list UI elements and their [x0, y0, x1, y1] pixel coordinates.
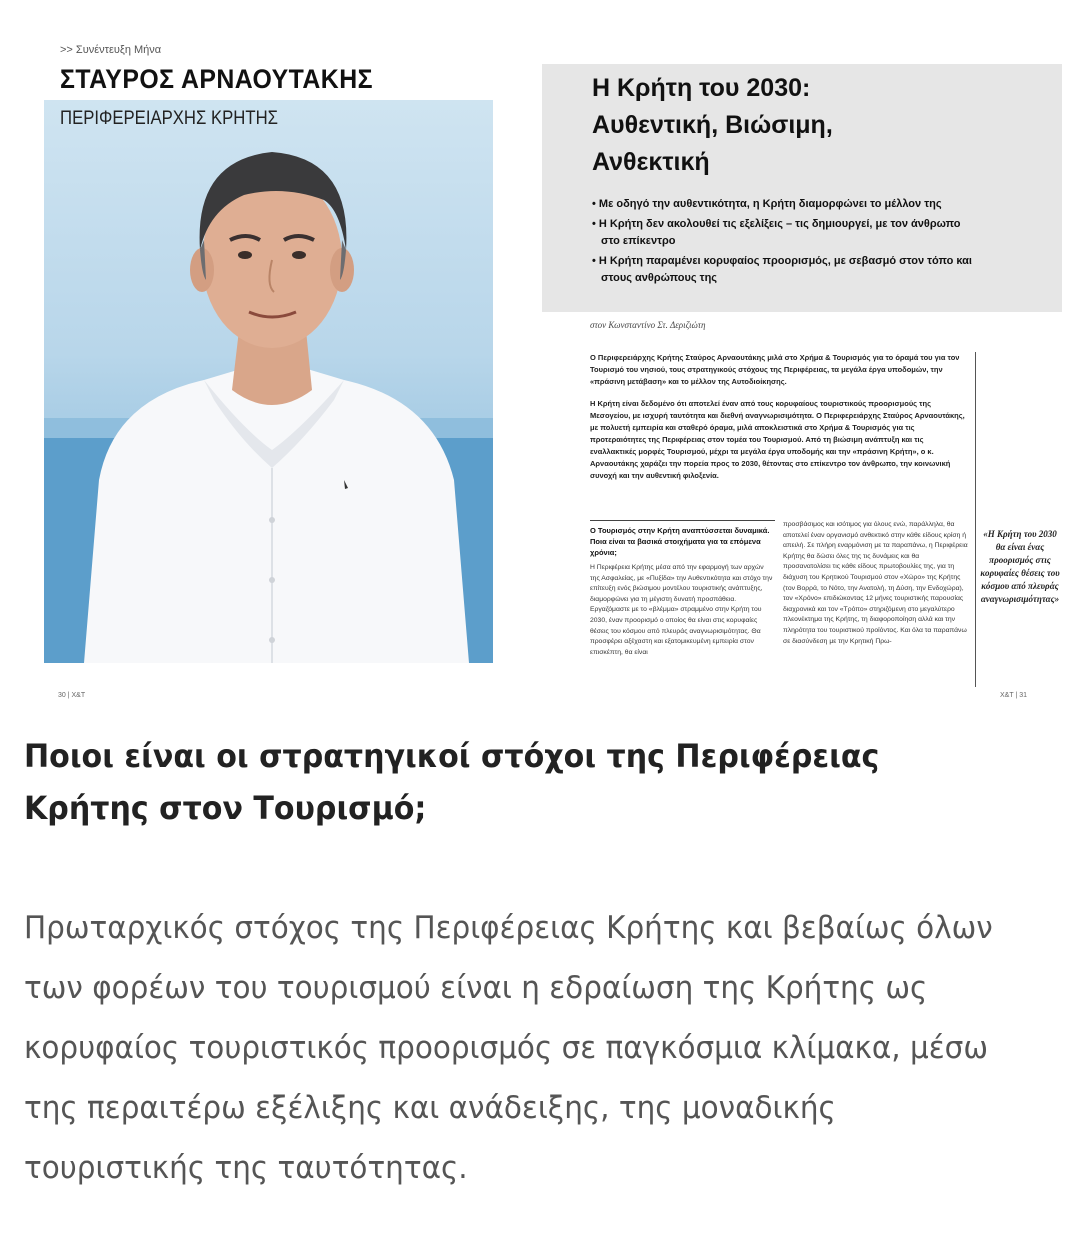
section-kicker: >> Συνέντευξη Μήνα — [60, 44, 162, 56]
bullet-item: • Η Κρήτη παραμένει κορυφαίος προορισμός, με σεβασμό στον τόπο και στους ανθρώπους της — [592, 255, 972, 284]
intro-paragraph: Ο Περιφερειάρχης Κρήτης Σταύρος Αρναουτάκης μιλά στο Χρήμα & Τουρισμός για το όραμά του για τον Τουρισμό του νησιού, τους στρατηγικούς στόχους της Περιφέρειας, τα μεγάλα έργα υποδομών, την «πράσινη μετάβαση» και το μέλλον της Αυτοδιοίκησης. — [590, 353, 960, 386]
interviewee-name: ΣΤΑΥΡΟΣ ΑΡΝΑΟΥΤΑΚΗΣ — [60, 64, 373, 94]
article-answer-text: Πρωταρχικός στόχος της Περιφέρειας Κρήτης και βεβαίως όλων των φορέων του τουρισμού είναι η εδραίωση της Κρήτης ως κορυφαίος τουριστικός προορισμός σε παγκόσμια κλίμακα, μέσω της περαιτέρω εξέλιξης και ανάδειξης, της μοναδικής τουριστικής της ταυτότητας. — [24, 910, 993, 1186]
page-number-right: Χ&Τ | 31 — [1000, 692, 1027, 699]
portrait-photo — [44, 100, 493, 663]
pull-quote: «Η Κρήτη του 2030 θα είναι ένας προορισμός στις κορυφαίες θέσεις του κόσμου από πλευράς αναγνωρισιμότητας» — [980, 529, 1060, 604]
interviewee-role: ΠΕΡΙΦΕΡΕΙΑΡΧΗΣ ΚΡΗΤΗΣ — [60, 108, 278, 129]
summary-bullets — [592, 196, 972, 290]
intro-text — [590, 352, 968, 492]
article-title: Η Κρήτη του 2030: Αυθεντική, Βιώσιμη, Ανθεκτική — [592, 74, 833, 176]
text-column-2: προσβάσιμος και ισότιμος για όλους ενώ, παράλληλα, θα αποτελεί έναν οργανισμό ανθεκτικό στην κάθε είδους κρίση ή απειλή. Σε πλήρη εναρμόνιση με τα παραπάνω, η Περιφέρεια Κρήτης θα δώσει όλες της τις δυνάμεις και θα προσανατολίσει τις κάθε είδους πρωτοβουλίες της, για τη διάχυση του Κρητικού Τουρισμού στον «Χώρο» της Κρήτης (τον Βορρά, το Νότο, την Ανατολή, τη Δύση, την Ενδοχώρα), τον «Χρόνο» επιδιώκοντας 12 μήνες τουριστικής παρουσίας διαχρονικά και τον «Τρόπο» στηριζόμενη στο μεγαλύτερο πλεονέκτημα της Κρήτης, τη διαφοροποίηση αλλά και την πληρότητα του τουριστικού προϊόντος. Και όλα τα παραπάνω σε διασύνδεση με την Κρητική Πρω- — [783, 521, 968, 645]
byline: στον Κωνσταντίνο Στ. Δεριζιώτη — [590, 320, 706, 330]
intro-paragraph: Η Κρήτη είναι δεδομένο ότι αποτελεί έναν από τους κορυφαίους τουριστικούς προορισμούς της Μεσογείου, με ισχυρή ταυτότητα και διεθνή αναγνωρισιμότητα. Ο Περιφερειάρχης Σταύρος Αρναουτάκης, με πολυετή εμπειρία και σταθερό όραμα, μιλά αποκλειστικά στο Χρήμα & Τουρισμός για τις προτεραιότητες της Περιφέρειας στον τομέα του Τουρισμού. Από τη βιώσιμη ανάπτυξη και τις εναλλακτικές μορφές Τουρισμού, μέχρι τα μεγάλα έργα υποδομής και την «πράσινη Κρήτη», ο κ. Αρναουτάκης χαράζει την πορεία προς το 2030, θέτοντας στο επίκεντρο τον άνθρωπο, την κοινωνική συνοχή και την αυθεντική φιλοξενία. — [590, 399, 965, 480]
interview-question: Ο Τουρισμός στην Κρήτη αναπτύσσεται δυναμικά. Ποια είναι τα βασικά στοιχήματα για τα επόμενα χρόνια; — [590, 520, 775, 558]
article-question-heading: Ποιοι είναι οι στρατηγικοί στόχοι της Περιφέρειας Κρήτης στον Τουρισμό; — [24, 737, 880, 827]
bullet-item: • Με οδηγό την αυθεντικότητα, η Κρήτη διαμορφώνει το μέλλον της — [592, 198, 942, 210]
page-number-left: 30 | Χ&Τ — [58, 692, 86, 699]
bullet-item: • Η Κρήτη δεν ακολουθεί τις εξελίξεις – τις δημιουργεί, με τον άνθρωπο στο επίκεντρο — [592, 218, 961, 247]
text-column-1: Η Περιφέρεια Κρήτης μέσα από την εφαρμογή των αρχών της Ασφαλείας, με «Πυξίδα» την Αυθεντικότητα και στόχο την επίτευξη ενός βιώσιμου μοντέλου τουριστικής ανάπτυξης, διαμορφώνει για τη μέγιστη δυνατή προσπάθεια. Εργαζόμαστε με το «βλέμμα» στραμμένο στην Κρήτη του 2030, έναν προορισμό ο οποίος θα είναι στις κορυφαίες θέσεις του κόσμου από πλευράς αναγνωρισιμότητας. Θα προσφέρει αξέχαστη και εξατομικευμένη εμπειρία στον επισκέπτη, θα είναι — [590, 564, 773, 656]
column-divider — [975, 352, 976, 687]
